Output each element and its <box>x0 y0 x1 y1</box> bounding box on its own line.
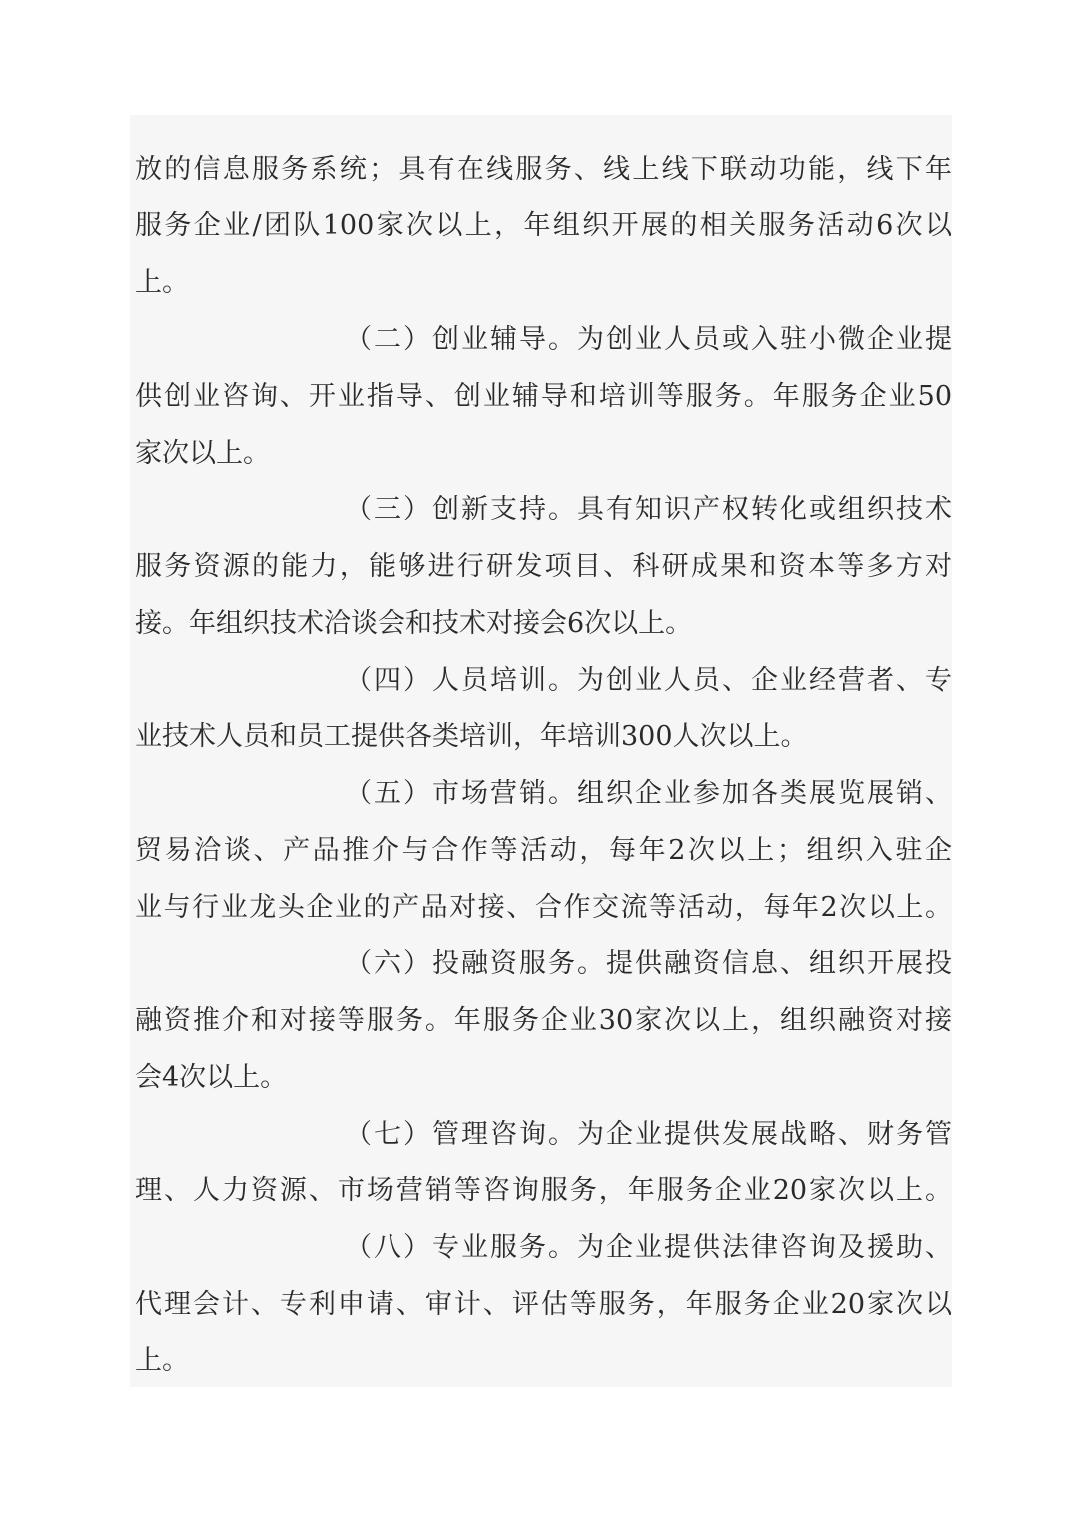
text-line: 贸易洽谈、产品推介与合作等活动，每年2次以上；组织入驻企 <box>135 835 952 866</box>
text-line: 理、人力资源、市场营销等咨询服务，年服务企业20家次以上。 <box>135 1175 952 1206</box>
text-line: 放的信息服务系统；具有在线服务、线上线下联动功能，线下年 <box>135 154 952 185</box>
paragraph-heading-line: （二）创业辅导。为创业人员或入驻小微企业提 <box>345 324 952 355</box>
text-line: 供创业咨询、开业指导、创业辅导和培训等服务。年服务企业50 <box>135 381 952 412</box>
paragraph-heading-line: （三）创新支持。具有知识产权转化或组织技术 <box>345 494 952 525</box>
text-line: 服务企业/团队100家次以上，年组织开展的相关服务活动6次以 <box>135 210 952 241</box>
text-line: 业技术人员和员工提供各类培训，年培训300人次以上。 <box>135 721 808 752</box>
text-line: 接。年组织技术洽谈会和技术对接会6次以上。 <box>135 608 693 639</box>
paragraph-heading-line: （六）投融资服务。提供融资信息、组织开展投 <box>345 948 952 979</box>
text-line: 上。 <box>135 1345 189 1376</box>
text-line: 服务资源的能力，能够进行研发项目、科研成果和资本等多方对 <box>135 551 952 582</box>
paragraph-heading-line: （七）管理咨询。为企业提供发展战略、财务管 <box>345 1119 952 1150</box>
text-line: 代理会计、专利申请、审计、评估等服务，年服务企业20家次以 <box>135 1289 952 1320</box>
text-line: 融资推介和对接等服务。年服务企业30家次以上，组织融资对接 <box>135 1005 952 1036</box>
text-line: 会4次以上。 <box>135 1062 288 1093</box>
paragraph-heading-line: （四）人员培训。为创业人员、企业经营者、专 <box>345 665 952 696</box>
text-line: 家次以上。 <box>135 438 270 469</box>
paragraph-heading-line: （五）市场营销。组织企业参加各类展览展销、 <box>345 778 952 809</box>
text-line: 业与行业龙头企业的产品对接、合作交流等活动，每年2次以上。 <box>135 892 952 923</box>
paragraph-heading-line: （八）专业服务。为企业提供法律咨询及援助、 <box>345 1232 952 1263</box>
text-line: 上。 <box>135 267 189 298</box>
